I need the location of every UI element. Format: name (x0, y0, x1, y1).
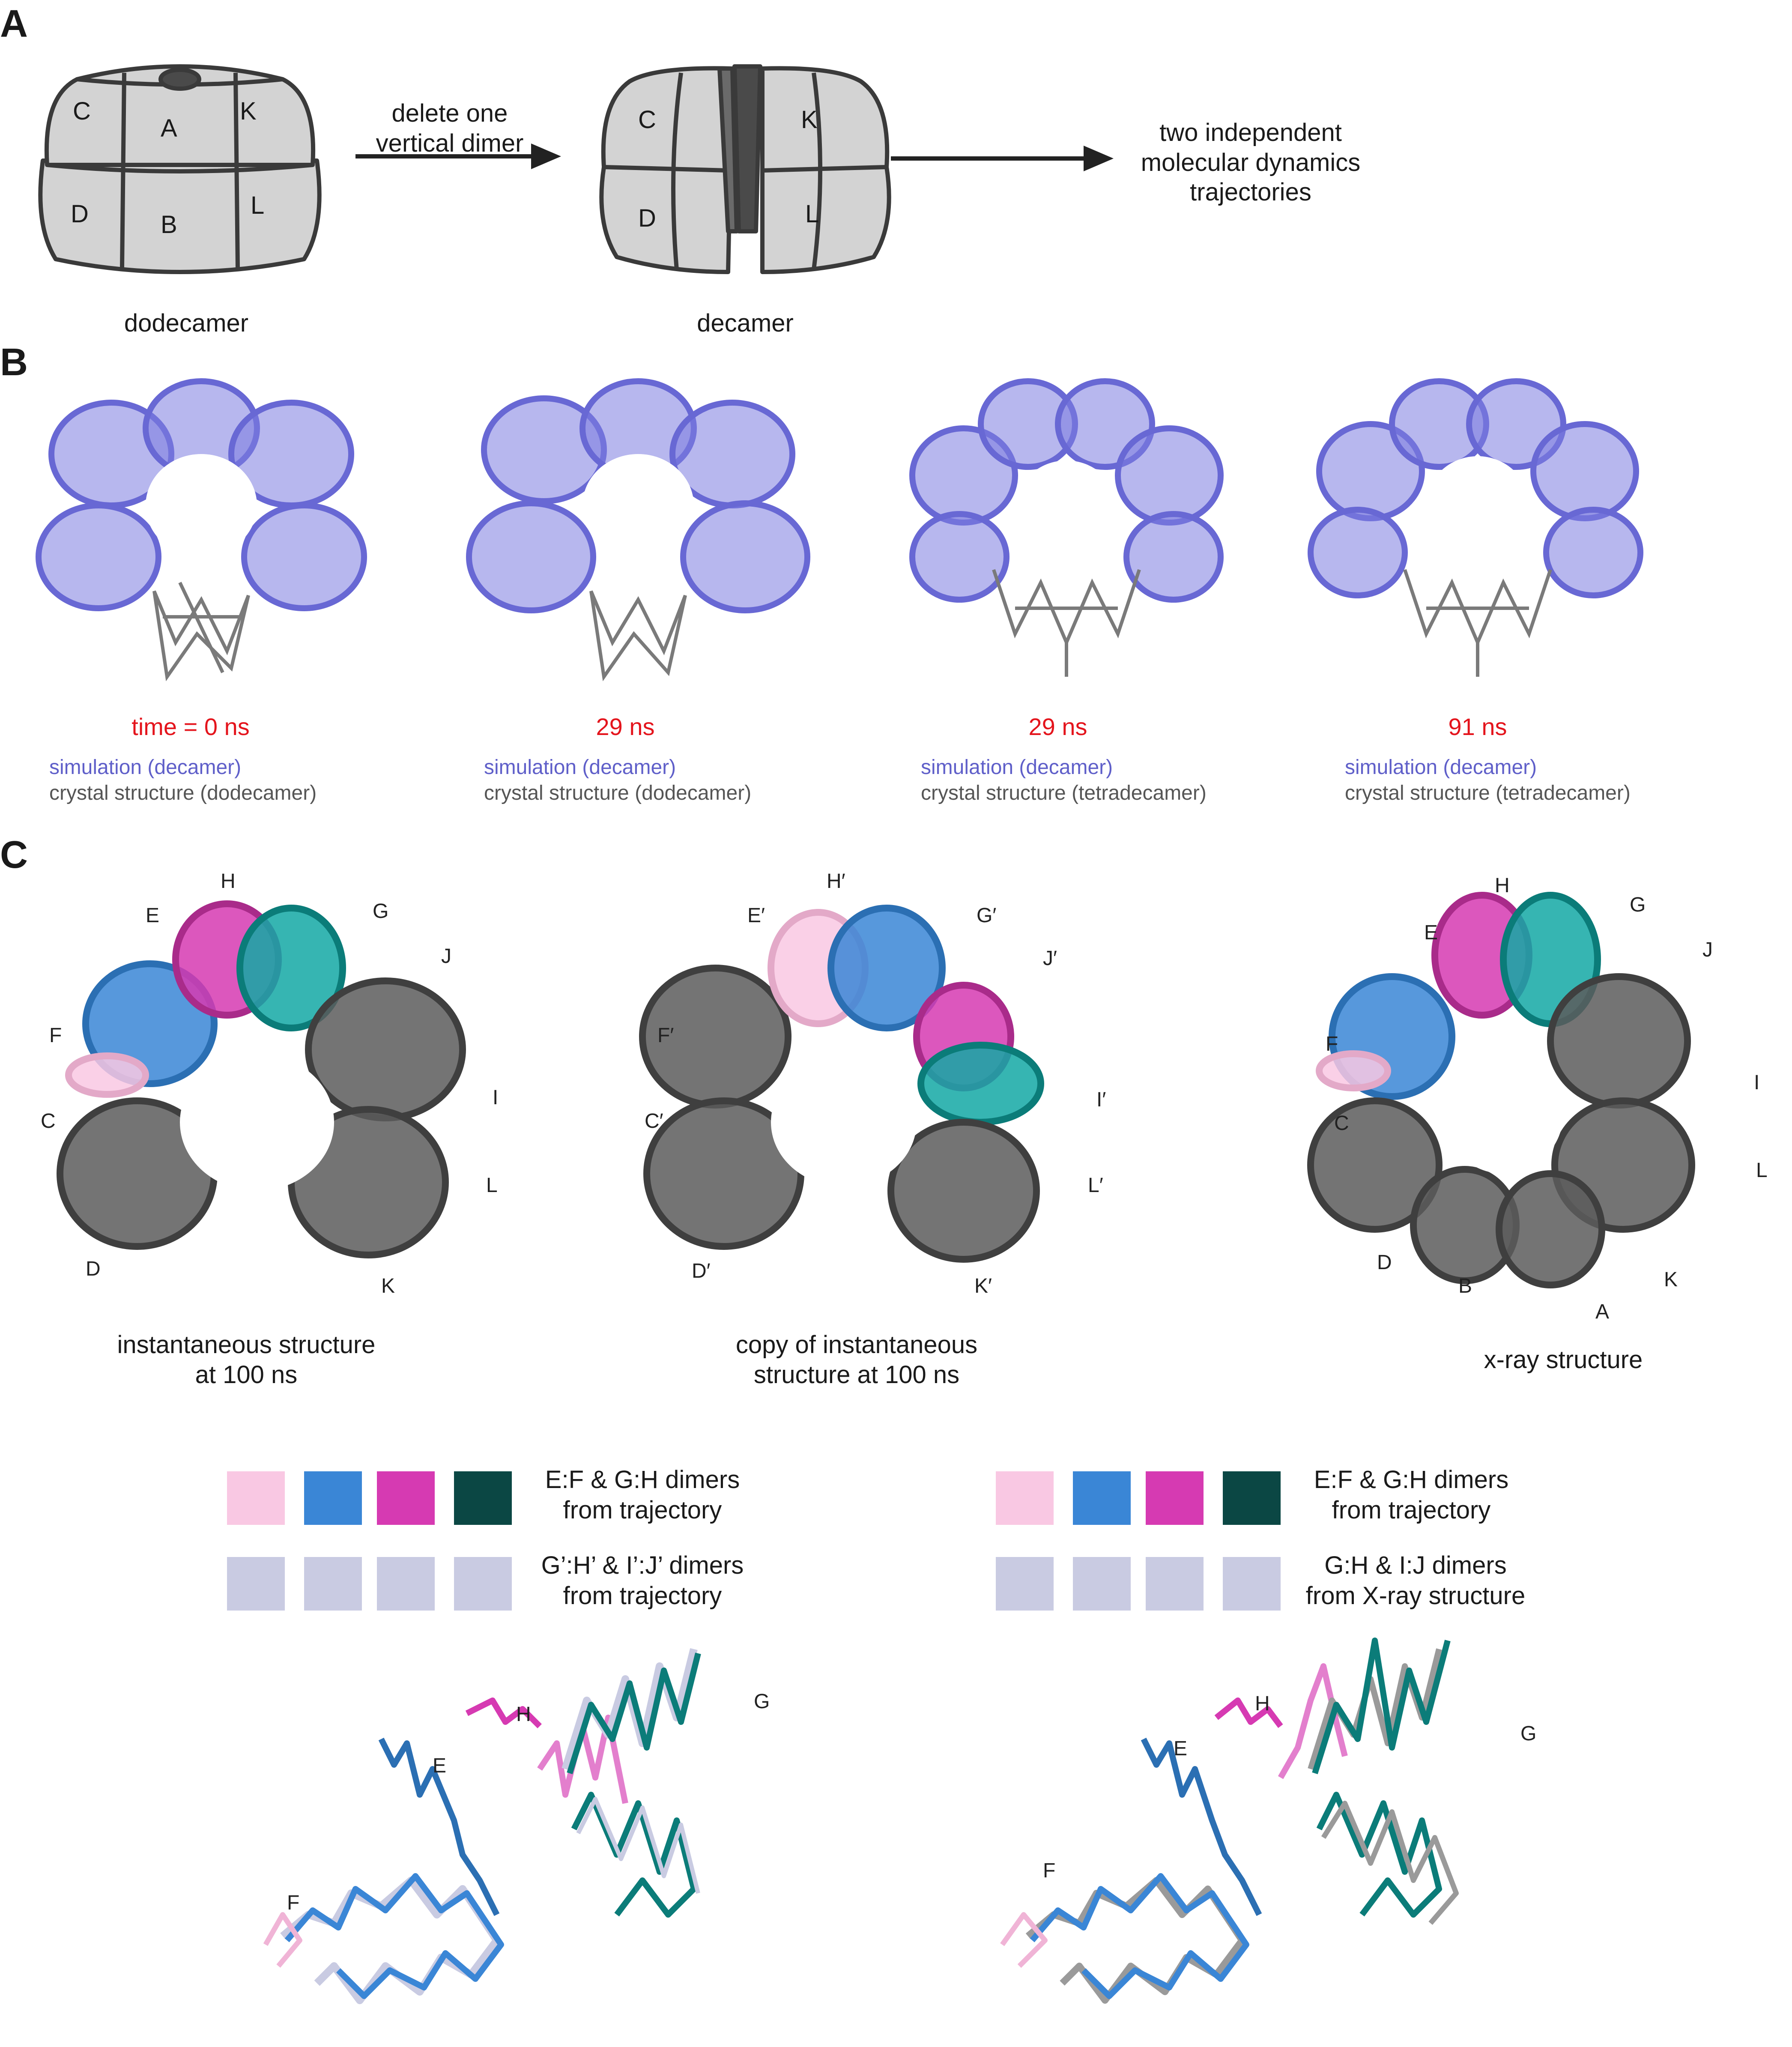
instantaneous-structure-copy (638, 882, 1109, 1294)
overlay-left-label-e: E (433, 1754, 447, 1777)
arrow2-label: two independent molecular dynamics trajectories (1141, 119, 1361, 206)
xray-label-f: F (1326, 1033, 1338, 1055)
xray-label-j: J (1702, 938, 1713, 961)
arrow-trajectories (891, 141, 1122, 176)
legend-left-swatch-lavender-1 (227, 1557, 285, 1611)
xray-label-a: A (1595, 1300, 1610, 1323)
struct1-label-k: K (381, 1275, 395, 1297)
overlay-left-label-f: F (287, 1892, 300, 1914)
ring-structure-29ns-a (454, 377, 822, 702)
legend-left-swatch-lavender-4 (454, 1557, 512, 1611)
sim-label-1: simulation (decamer) (49, 756, 242, 779)
xray-label-d: D (1377, 1251, 1392, 1274)
dodecamer-subunit-a: A (161, 114, 177, 142)
crystal-label-2: crystal structure (dodecamer) (484, 782, 752, 804)
arrow1-label: delete one vertical dimer (376, 99, 524, 157)
decamer-subunit-c: C (638, 106, 656, 134)
struct1-label-i: I (493, 1086, 499, 1109)
struct2-label-h: H′ (827, 870, 845, 893)
xray-label-c: C (1334, 1112, 1349, 1135)
xray-label-g: G (1630, 894, 1646, 916)
legend-left-swatch-magenta (377, 1471, 435, 1525)
ring-structure-0ns (26, 377, 377, 702)
struct1-label-j: J (441, 945, 451, 968)
legend-right-swatch-lavender-3 (1146, 1557, 1204, 1611)
overlay-left-label-g: G (754, 1690, 770, 1713)
struct1-label-d: D (86, 1258, 101, 1280)
panel-label-b: B (0, 341, 28, 384)
time-label-3: 29 ns (1028, 713, 1087, 740)
struct1-label-l: L (486, 1174, 498, 1197)
struct2-label-j: J′ (1043, 947, 1057, 970)
dodecamer-subunit-d: D (71, 200, 89, 228)
decamer-subunit-k: K (801, 106, 818, 134)
panel-label-a: A (0, 3, 28, 45)
dodecamer-subunit-c: C (73, 97, 91, 125)
struct2-label-e: E′ (747, 904, 765, 927)
ring-structure-91ns (1302, 377, 1653, 702)
crystal-label-3: crystal structure (tetradecamer) (921, 782, 1207, 804)
legend-right-swatch-magenta (1146, 1471, 1204, 1525)
struct2-label-f: F′ (657, 1024, 674, 1047)
legend-left-swatch-teal (454, 1471, 512, 1525)
overlay-xray-comparison (985, 1615, 1542, 2043)
overlay-trajectory-comparison (240, 1615, 797, 2043)
legend-right-swatch-lavender-2 (1073, 1557, 1131, 1611)
time-label-4: 91 ns (1448, 713, 1507, 740)
decamer-caption: decamer (697, 309, 794, 337)
legend-right-row2-text: G:H & I:J dimers from X-ray structure (1305, 1551, 1526, 1610)
overlay-right-label-h: H (1255, 1692, 1270, 1715)
struct1-caption: instantaneous structure at 100 ns (117, 1331, 376, 1389)
panel-label-c: C (0, 834, 28, 876)
struct2-label-c: C′ (645, 1110, 663, 1133)
xray-label-k: K (1664, 1268, 1678, 1291)
overlay-right-label-e: E (1174, 1737, 1188, 1760)
xray-label-b: B (1458, 1275, 1472, 1297)
legend-left-row1-text: E:F & G:H dimers from trajectory (545, 1466, 740, 1524)
time-label-1: time = 0 ns (131, 713, 250, 740)
legend-right-swatch-pink (996, 1471, 1054, 1525)
xray-label-e: E (1424, 921, 1438, 944)
instantaneous-structure-1 (43, 882, 514, 1294)
ring-structure-29ns-b (887, 377, 1238, 702)
xray-label-i: I (1754, 1071, 1760, 1094)
dodecamer-subunit-b: B (161, 211, 177, 239)
xray-label-l: L (1756, 1159, 1768, 1182)
struct1-label-g: G (373, 900, 389, 923)
decamer-subunit-l: L (805, 200, 819, 228)
legend-right-swatch-blue (1073, 1471, 1131, 1525)
dodecamer-diagram (30, 62, 338, 285)
legend-right-swatch-lavender-1 (996, 1557, 1054, 1611)
overlay-right-label-f: F (1043, 1859, 1056, 1882)
struct2-label-l: L′ (1088, 1174, 1103, 1197)
struct1-label-f: F (49, 1024, 62, 1047)
legend-left-row2-text: G’:H’ & I’:J’ dimers from trajectory (541, 1551, 744, 1610)
crystal-label-1: crystal structure (dodecamer) (49, 782, 317, 804)
decamer-diagram (591, 60, 899, 283)
dodecamer-subunit-l: L (251, 191, 265, 219)
struct2-label-d: D′ (692, 1260, 711, 1282)
dodecamer-caption: dodecamer (124, 309, 249, 337)
overlay-right-label-g: G (1520, 1722, 1537, 1745)
struct2-label-i: I′ (1096, 1088, 1106, 1111)
legend-right-swatch-lavender-4 (1223, 1557, 1281, 1611)
dodecamer-subunit-k: K (240, 97, 257, 125)
legend-left-swatch-lavender-2 (304, 1557, 362, 1611)
struct1-label-h: H (221, 870, 236, 893)
xray-caption: x-ray structure (1484, 1346, 1643, 1374)
legend-right-swatch-teal (1223, 1471, 1281, 1525)
sim-label-4: simulation (decamer) (1345, 756, 1537, 779)
crystal-label-4: crystal structure (tetradecamer) (1345, 782, 1631, 804)
sim-label-3: simulation (decamer) (921, 756, 1113, 779)
struct1-label-e: E (146, 904, 160, 927)
struct2-caption: copy of instantaneous structure at 100 ns (735, 1331, 978, 1389)
xray-label-h: H (1495, 874, 1510, 897)
legend-left-swatch-pink (227, 1471, 285, 1525)
struct2-label-k: K′ (974, 1275, 992, 1297)
struct1-label-c: C (41, 1110, 56, 1133)
legend-right-row1-text: E:F & G:H dimers from trajectory (1314, 1466, 1509, 1524)
time-label-2: 29 ns (596, 713, 655, 740)
sim-label-2: simulation (decamer) (484, 756, 676, 779)
legend-left-swatch-blue (304, 1471, 362, 1525)
struct2-label-g: G′ (977, 904, 997, 927)
decamer-subunit-d: D (638, 204, 656, 232)
overlay-left-label-h: H (516, 1703, 531, 1726)
legend-left-swatch-lavender-3 (377, 1557, 435, 1611)
